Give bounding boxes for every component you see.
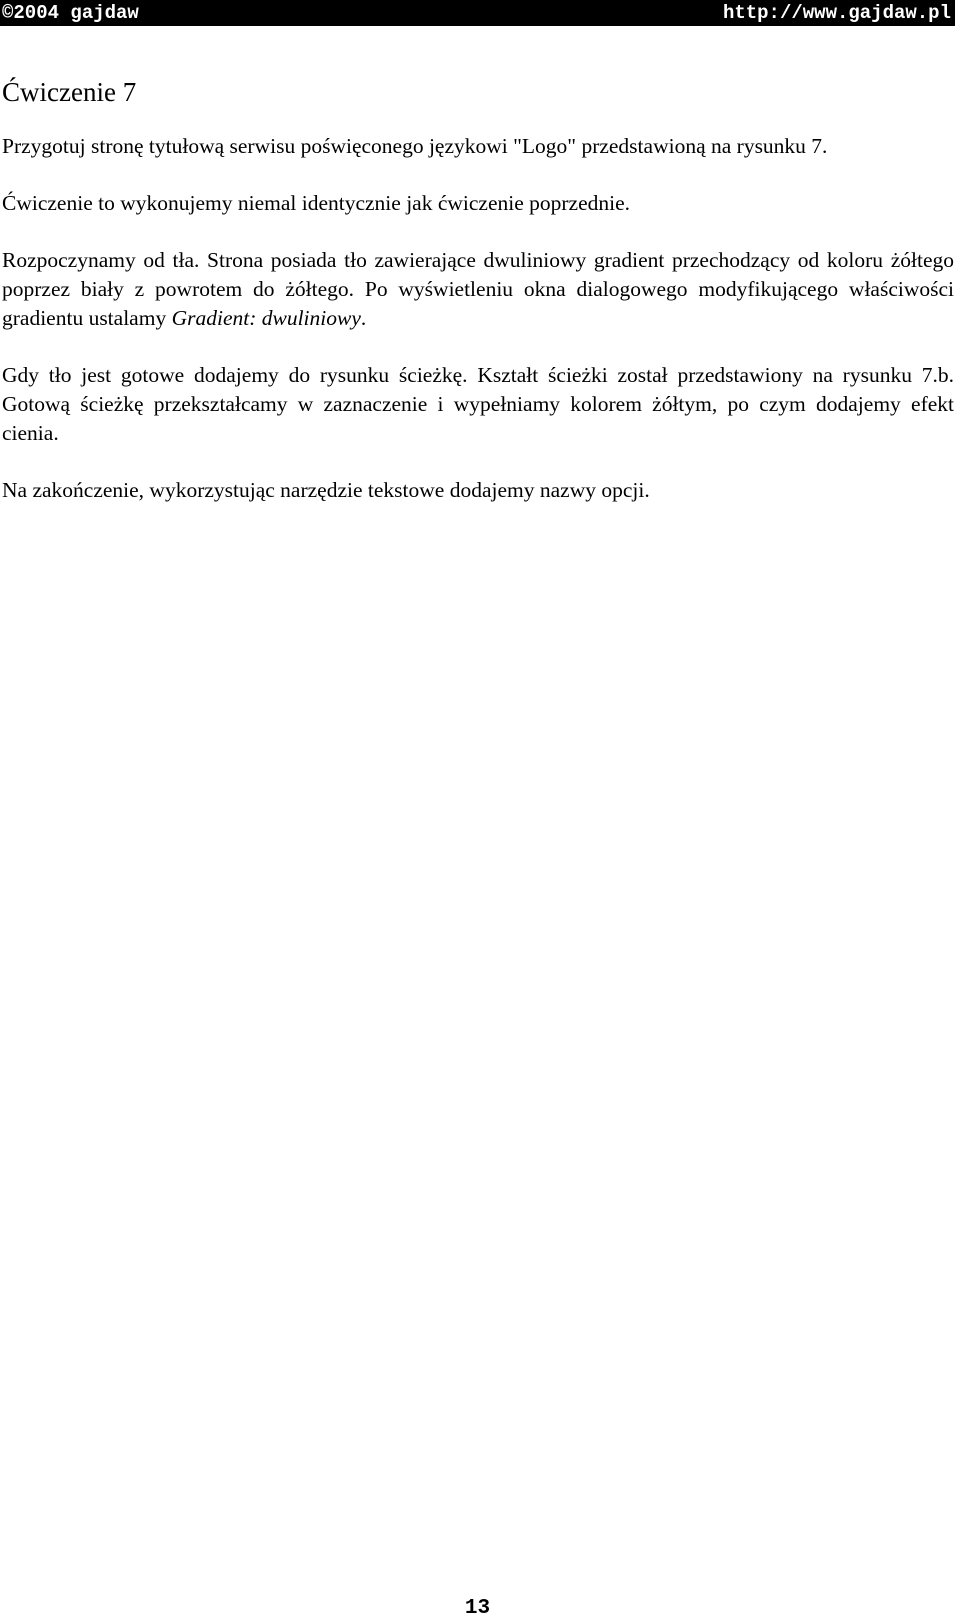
header-copyright: ©2004 gajdaw	[2, 2, 139, 24]
paragraph-background-end: .	[360, 306, 367, 330]
page-number: 13	[464, 1597, 491, 1620]
paragraph-text-tool: Na zakończenie, wykorzystując narzędzie tekstowe dodajemy nazwy opcji.	[2, 478, 650, 502]
paragraph-background-text: Rozpoczynamy od tła. Strona posiada tło zawierające dwuliniowy gradient przechodzący od koloru żółtego poprzez biały z powrotem do żółtego. Po wyświetleniu okna dialogowego modyfikującego właściwości gradientu ustalamy	[2, 248, 954, 330]
paragraph-task: Przygotuj stronę tytułową serwisu poświęconego językowi "Logo" przedstawioną na rysunku 7.	[2, 134, 828, 158]
header-url: http://www.gajdaw.pl	[722, 2, 951, 24]
page-header	[0, 0, 955, 26]
document-body	[2, 72, 954, 533]
paragraph-path: Gdy tło jest gotowe dodajemy do rysunku ścieżkę. Kształt ścieżki został przedstawiony na rysunku 7.b. Gotową ścieżkę przekształcamy w zaznaczenie i wypełniamy kolorem żółtym, po czym dodajemy efekt cienia.	[2, 363, 954, 445]
gradient-type-italic: Gradient: dwuliniowy	[171, 306, 361, 330]
paragraph-intro: Ćwiczenie to wykonujemy niemal identycznie jak ćwiczenie poprzednie.	[2, 191, 631, 215]
paragraph-background	[2, 246, 954, 333]
exercise-title: Ćwiczenie 7	[2, 77, 137, 107]
